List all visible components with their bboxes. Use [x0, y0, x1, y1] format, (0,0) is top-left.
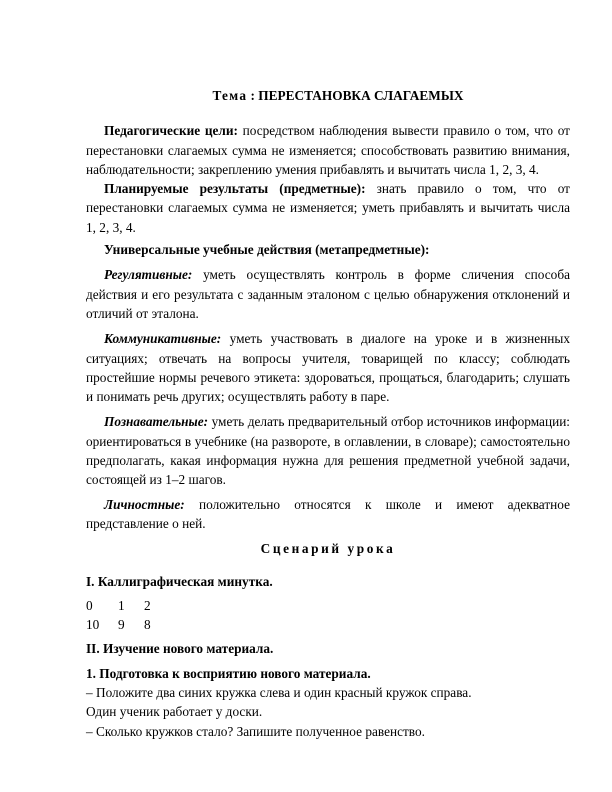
calligraphy-row: [86, 615, 570, 634]
universal-label: Универсальные учебные действия (метапредметные):: [104, 242, 430, 258]
results-label: Планируемые результаты (предметные):: [104, 181, 366, 197]
universal-heading: [86, 240, 570, 259]
calligraphy-cell: 2: [144, 597, 151, 613]
results-paragraph: [86, 179, 570, 237]
personal-paragraph: [86, 495, 570, 534]
calligraphy-cell: 0: [86, 597, 93, 613]
calligraphy-cell: 9: [118, 617, 125, 633]
section2-heading: II. Изучение нового материала.: [86, 641, 274, 657]
cognitive-label: Познавательные:: [104, 414, 209, 430]
dialog-line: – Сколько кружков стало? Запишите полученное равенство.: [86, 723, 425, 739]
regulatory-text: уметь осуществлять контроль в форме сличения способа действия и его результата с заданным эталоном с целью обнаружения отклонений и отличий от эталона.: [86, 267, 570, 321]
goals-paragraph: [86, 121, 570, 179]
lesson-title: Тема : ПЕРЕСТАНОВКА СЛАГАЕМЫХ: [212, 88, 464, 103]
subsection1-heading: 1. Подготовка к восприятию нового материала.: [86, 665, 371, 681]
section1-heading: I. Каллиграфическая минутка.: [86, 573, 273, 589]
calligraphy-row: [86, 596, 570, 615]
calligraphy-cell: 10: [86, 617, 100, 633]
results-text: знать правило о том, что от перестановки слагаемых сумма не изменяется; уметь прибавлять и вычитать числа 1, 2, 3, 4.: [86, 181, 570, 235]
dialog-line: – Положите два синих кружка слева и один красный кружок справа.: [86, 685, 472, 701]
scenario-heading: Сценарий урока: [260, 541, 396, 557]
personal-label: Личностные:: [104, 496, 185, 512]
calligraphy-cell: 8: [144, 617, 151, 633]
calligraphy-cell: 1: [118, 597, 125, 613]
title-text: ПЕРЕСТАНОВКА СЛАГАЕМЫХ: [258, 88, 464, 103]
communicative-text: уметь участвовать в диалоге на уроке и в жизненных ситуациях; отвечать на вопросы учителя, товарищей по классу; соблюдать простейшие нормы речевого этикета: здороваться, прощаться, благодарить; слушать и понимать речь других; осуществлять работу в паре.: [86, 331, 570, 405]
cognitive-text: уметь делать предварительный отбор источников информации: ориентироваться в учебнике (на развороте, в оглавлении, в словаре); самостоятельно предполагать, какая информация нужна для решения предметной учебной задачи, состоящей из 1–2 шагов.: [86, 414, 570, 488]
goals-text: посредством наблюдения вывести правило о том, что от перестановки слагаемых сумма не изменяется; способствовать развитию внимания, наблюдательности; закреплению умения прибавлять и вычитать числа 1, 2, 3, 4.: [86, 123, 570, 177]
goals-label: Педагогические цели:: [104, 123, 238, 139]
communicative-label: Коммуникативные:: [104, 331, 222, 347]
regulatory-label: Регулятивные:: [104, 267, 193, 283]
regulatory-paragraph: [86, 265, 570, 323]
communicative-paragraph: [86, 329, 570, 406]
cognitive-paragraph: [86, 412, 570, 489]
title-label: Тема: [212, 88, 248, 103]
document-page: [86, 86, 570, 741]
dialog-line: Один ученик работает у доски.: [86, 704, 263, 720]
personal-text: положительно относятся к школе и имеют адекватное представление о ней.: [86, 496, 571, 531]
